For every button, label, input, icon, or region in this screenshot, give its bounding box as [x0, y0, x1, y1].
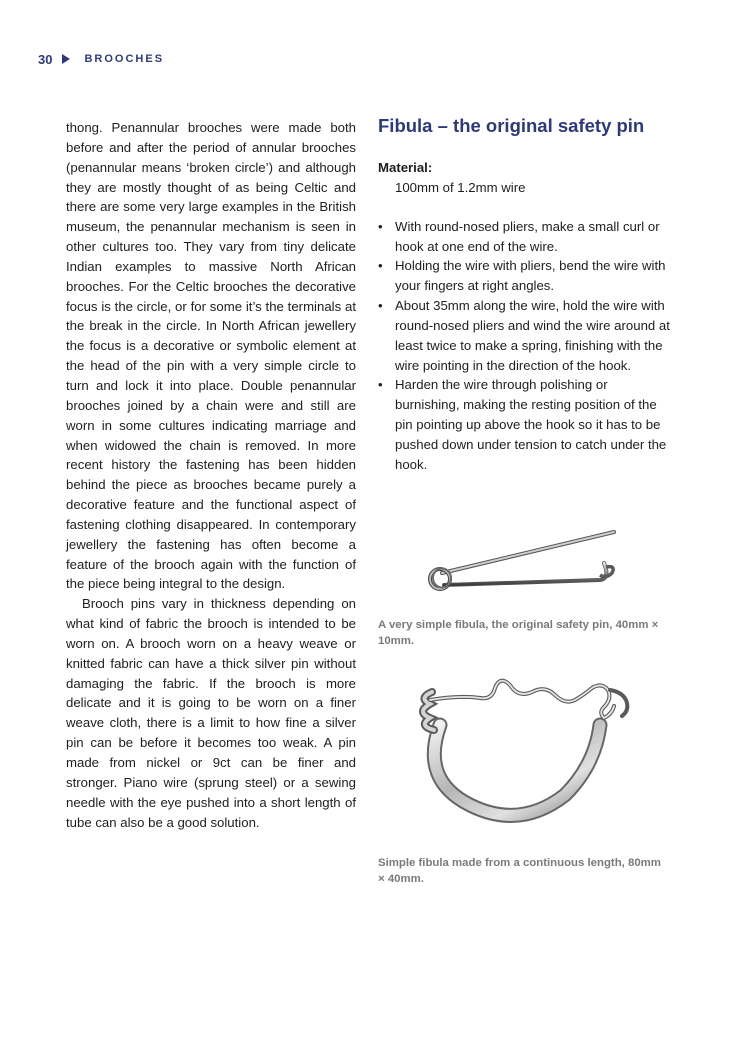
list-item-text: Harden the wire through polishing or burnishing, making the resting position of the pin pointing up above the hook so it has to be pushed down under tension to catch under the hook. — [395, 377, 667, 472]
list-item-text: About 35mm along the wire, hold the wire with round-nosed pliers and wind the wire around at least twice to make a spring, finishing with the wire pointing in the direction of the hook. — [395, 298, 670, 373]
list-item — [378, 375, 674, 474]
material-value: 100mm of 1.2mm wire — [395, 179, 526, 195]
list-item — [378, 217, 674, 257]
bullet-icon: • — [378, 258, 383, 274]
list-item-text: With round-nosed pliers, make a small curl or hook at one end of the wire. — [395, 218, 660, 254]
figure-caption: A very simple fibula, the original safety pin, 40mm × 10mm. — [378, 619, 659, 647]
list-item — [378, 296, 674, 375]
figure-caption: Simple fibula made from a continuous length, 80mm × 40mm. — [378, 857, 661, 885]
hammered-fibula-image — [400, 670, 640, 825]
steps-list — [378, 217, 674, 475]
instructions-column — [378, 114, 674, 475]
list-item — [378, 256, 674, 296]
running-head — [38, 51, 164, 67]
hammered-fibula-photo — [400, 670, 640, 825]
list-item-text: Holding the wire with pliers, bend the wire with your fingers at right angles. — [395, 258, 666, 294]
safety-pin-photo — [420, 525, 620, 605]
body-paragraph: thong. Penannular brooches were made both before and after the period of annular brooches (penannular means ‘broken circle’) and although they are mostly thought of as being Celtic and there are some very large examples in the British museum, the penannular mechanism is seen in other cultures too. They vary from tiny delicate Indian examples to massive North African brooches. For the Celtic brooches the decorative focus is the circle, or for some it’s the terminals at the break in the circle. In North African jewellery the focus is a decorative or symbolic element at the head of the pin with a very simple circle to turn and lock it into place. Double penannular brooches joined by a chain were and still are worn in some cultures indicating marriage and when widowed the chain is removed. In more recent history the fastening has been hidden behind the piece as brooches became purely a decorative feature and the functional aspect of fastening clothing disappeared. In contemporary jewellery the fastening has often become a feature of the brooch again with the function of the piece being integral to the design. — [66, 120, 356, 592]
bullet-icon: • — [378, 377, 383, 393]
safety-pin-image — [420, 525, 620, 605]
section-title: BROOCHES — [84, 53, 165, 65]
triangle-right-icon — [62, 54, 70, 64]
heading: Fibula – the original safety pin — [378, 115, 645, 136]
body-paragraph: Brooch pins vary in thickness depending on what kind of fabric the brooch is intended to be worn on. A brooch worn on a heavy weave or knitted fabric can have a thick silver pin without damaging the fabric. If the brooch is more delicate and it is going to be worn on a finer weave cloth, there is a limit to how fine a silver pin can be before it becomes too weak. A pin made from nickel or 9ct can be finer and stronger. Piano wire (sprung steel) or a sewing needle with the eye pushed into a short length of tube can also be a good solution. — [66, 596, 356, 830]
bullet-icon: • — [378, 298, 383, 314]
body-text-column — [66, 118, 356, 832]
bullet-icon: • — [378, 218, 383, 234]
page-number: 30 — [38, 51, 53, 67]
material-label: Material: — [378, 160, 433, 175]
